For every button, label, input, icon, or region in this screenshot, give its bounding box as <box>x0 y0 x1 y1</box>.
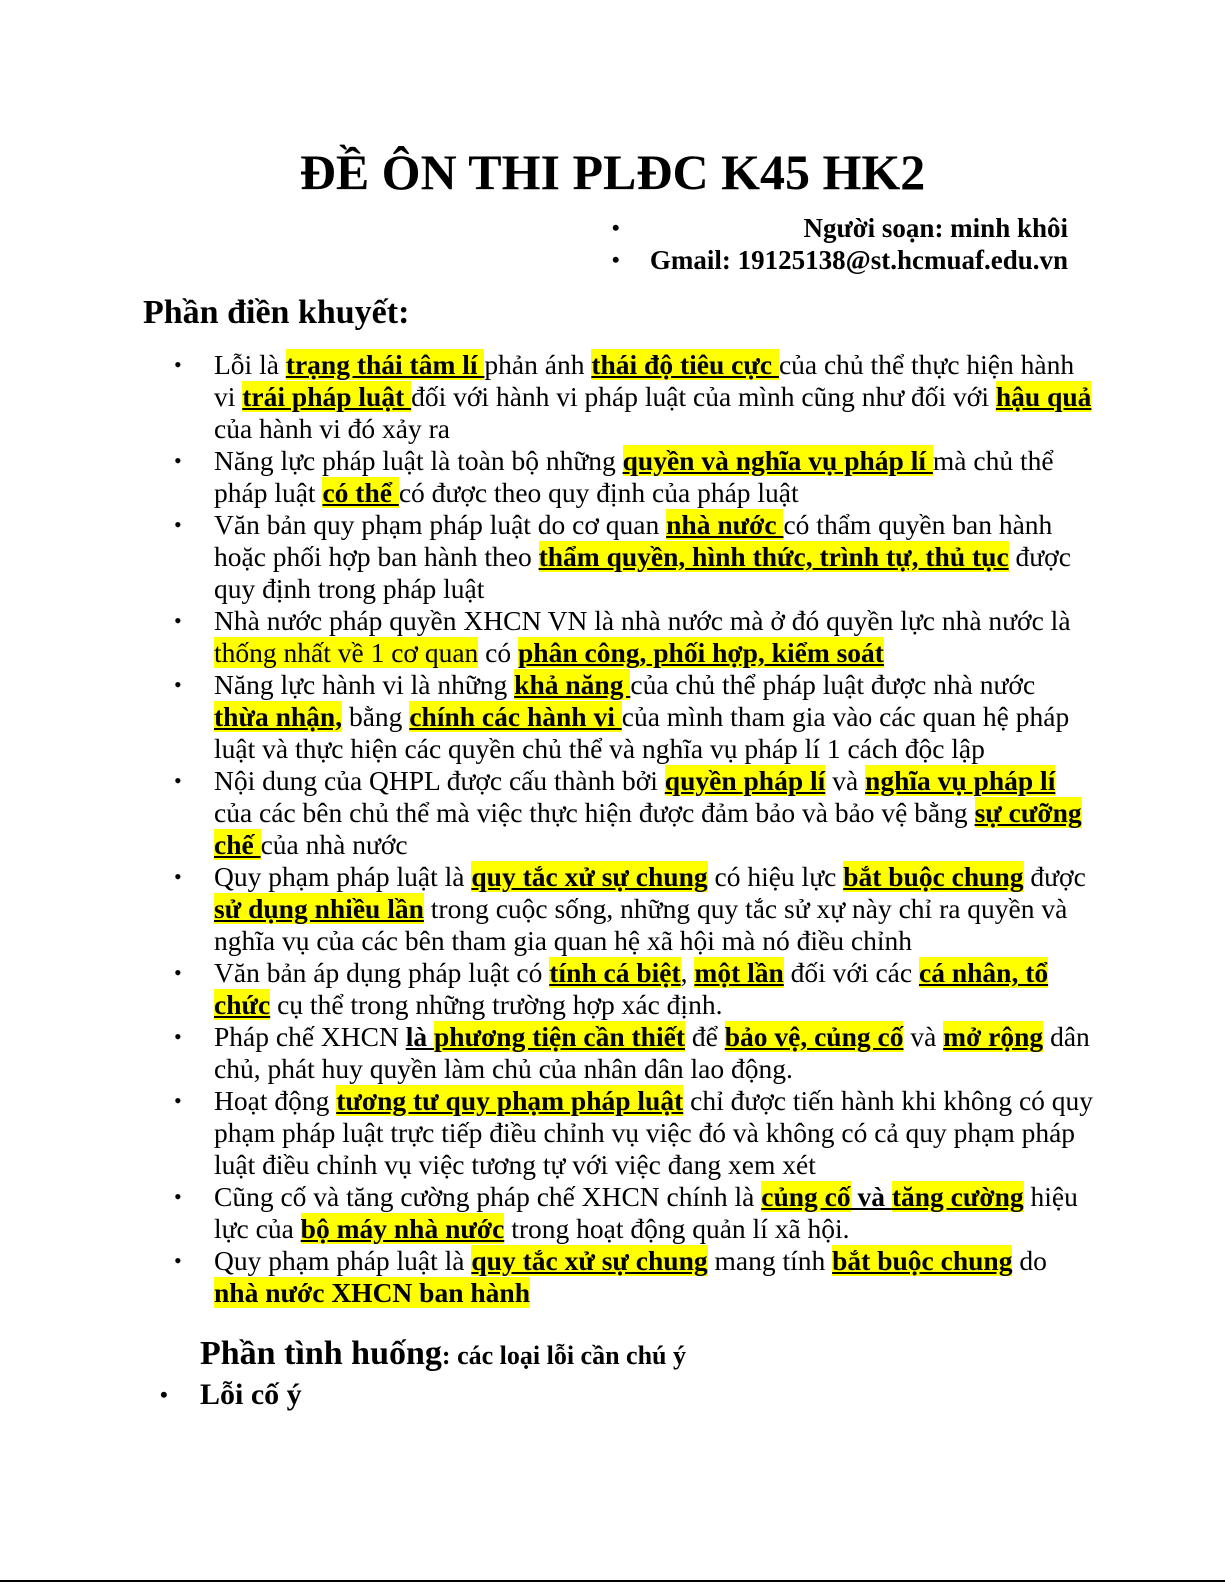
statement-text: của nhà nước <box>260 829 408 860</box>
author-info-list <box>650 212 1068 276</box>
statement-text: được <box>1023 861 1086 892</box>
answer-highlight: có thể <box>322 477 399 508</box>
statement-text: bằng <box>342 701 410 732</box>
answer-highlight: phương tiện cần thiết <box>433 1021 685 1052</box>
fill-in-item <box>214 1245 1094 1309</box>
statement-text: của hành vi đó xảy ra <box>214 413 450 444</box>
answer-highlight: củng cố <box>761 1181 851 1212</box>
statement-text: Năng lực hành vi là những <box>214 669 515 700</box>
answer-highlight: bắt buộc chung <box>832 1245 1013 1276</box>
answer-highlight: nghĩa vụ pháp lí <box>865 765 1056 796</box>
answer-highlight: tương tư quy phạm pháp luật <box>336 1085 684 1116</box>
statement-text: trong hoạt động quản lí xã hội. <box>504 1213 850 1244</box>
statement-text: có hiệu lực <box>707 861 844 892</box>
fill-in-list <box>214 349 1094 1309</box>
document-title: ĐỀ ÔN THI PLĐC K45 HK2 <box>299 144 926 200</box>
statement-text: và <box>825 765 866 796</box>
case-section-heading <box>200 1333 686 1377</box>
case-item: • Lỗi cố ý <box>200 1375 302 1415</box>
answer-highlight: một lần <box>694 957 784 988</box>
answer-highlight: quy tắc xử sự chung <box>471 1245 708 1276</box>
author-email: • Gmail: 19125138@st.hcmuaf.edu.vn <box>650 244 1068 276</box>
answer-highlight: quy tắc xử sự chung <box>471 861 708 892</box>
answer-highlight: trạng thái tâm lí <box>285 349 485 380</box>
answer-highlight: sự cưỡng chế <box>214 797 1082 860</box>
answer-highlight: mở rộng <box>943 1021 1044 1052</box>
fill-in-item <box>214 1085 1094 1181</box>
answer-highlight: thái độ tiêu cực <box>591 349 779 380</box>
statement-text: Cũng cố và tăng cường pháp chế XHCN chính là <box>214 1181 762 1212</box>
statement-text: được quy định trong pháp luật <box>214 541 1071 604</box>
statement-text: đối với các <box>783 957 919 988</box>
fill-in-item <box>214 605 1094 669</box>
answer-highlight: thừa nhận, <box>214 701 343 732</box>
fill-in-item <box>214 669 1094 765</box>
fill-in-item <box>214 445 1094 509</box>
statement-text: Pháp chế XHCN <box>214 1021 406 1052</box>
statement-text: có được theo quy định của pháp luật <box>398 477 799 508</box>
statement-text: mang tính <box>707 1245 833 1276</box>
statement-text: Lỗi là <box>214 349 286 380</box>
statement-text: để <box>684 1021 725 1052</box>
statement-text: là <box>405 1021 434 1052</box>
fill-section-heading: Phần điền khuyết: <box>143 294 410 331</box>
statement-text: Quy phạm pháp luật là <box>214 1245 472 1276</box>
statement-text: , <box>680 957 695 988</box>
answer-highlight: phân công, phối hợp, kiểm soát <box>518 637 884 668</box>
answer-highlight: quyền và nghĩa vụ pháp lí <box>622 445 933 476</box>
answer-highlight: cá nhân, tổ chức <box>214 957 1049 1020</box>
statement-text: có <box>478 637 518 668</box>
statement-text: Văn bản áp dụng pháp luật có <box>214 957 550 988</box>
statement-text: Năng lực pháp luật là toàn bộ những <box>214 445 623 476</box>
answer-highlight: bảo vệ, củng cố <box>724 1021 904 1052</box>
statement-text: đối với hành vi pháp luật của mình cũng như đối với <box>411 381 996 412</box>
fill-in-item <box>214 349 1094 445</box>
answer-highlight: khả năng <box>514 669 631 700</box>
statement-text: Quy phạm pháp luật là <box>214 861 472 892</box>
statement-text: Nội dung của QHPL được cấu thành bởi <box>214 765 665 796</box>
statement-text: cụ thể trong những trường hợp xác định. <box>270 989 723 1020</box>
statement-text: do <box>1012 1245 1047 1276</box>
answer-highlight: bộ máy nhà nước <box>300 1213 505 1244</box>
answer-highlight: sử dụng nhiều lần <box>214 893 424 924</box>
answer-highlight: bắt buộc chung <box>843 861 1024 892</box>
fill-in-item <box>214 861 1094 957</box>
answer-highlight: hậu quả <box>995 381 1092 412</box>
statement-text: Nhà nước pháp quyền XHCN VN là nhà nước mà ở đó quyền lực nhà nước là <box>214 605 1071 636</box>
answer-highlight: nhà nước XHCN ban hành <box>214 1277 531 1308</box>
fill-in-item <box>214 1021 1094 1085</box>
statement-text: và <box>903 1021 944 1052</box>
statement-text: chỉ được tiến hành khi không có quy phạm pháp luật trực tiếp điều chỉnh vụ việc đó và không có cả quy phạm pháp luật điều chỉnh vụ việc tương tự với việc đang xem xét <box>214 1085 1094 1180</box>
fill-in-item <box>214 957 1094 1021</box>
statement-text: dân chủ, phát huy quyền làm chủ của nhân dân lao động. <box>214 1021 1090 1084</box>
case-section-title: Phần tình huống <box>200 1335 442 1372</box>
statement-text: trong cuộc sống, những quy tắc sử xự này chỉ ra quyền và nghĩa vụ của các bên tham gia quan hệ xã hội mà nó điều chỉnh <box>214 893 1068 956</box>
case-list <box>200 1375 302 1415</box>
answer-highlight: nhà nước <box>666 509 784 540</box>
statement-text: hiệu lực của <box>214 1181 1078 1244</box>
statement-text: của các bên chủ thể mà việc thực hiện được đảm bảo và bảo vệ bằng <box>214 797 975 828</box>
page-bottom-rule <box>0 1580 1225 1582</box>
statement-text: và <box>850 1181 892 1212</box>
statement-text: của chủ thể pháp luật được nhà nước <box>630 669 1036 700</box>
answer-highlight: trái pháp luật <box>242 381 412 412</box>
answer-highlight: quyền pháp lí <box>664 765 826 796</box>
statement-text: Văn bản quy phạm pháp luật do cơ quan <box>214 509 667 540</box>
answer-highlight: tăng cường <box>891 1181 1024 1212</box>
author-name: • Người soạn: minh khôi <box>650 212 1068 244</box>
statement-text: của chủ thể thực hiện hành vi <box>214 349 1075 412</box>
statement-text: mà chủ thể pháp luật <box>214 445 1054 508</box>
statement-text: phản ánh <box>484 349 592 380</box>
statement-text: Hoạt động <box>214 1085 337 1116</box>
fill-in-item <box>214 765 1094 861</box>
statement-text: của mình tham gia vào các quan hệ pháp luật và thực hiện các quyền chủ thể và nghĩa vụ pháp lí 1 cách độc lập <box>214 701 1070 764</box>
case-section-subtitle: : các loại lỗi cần chú ý <box>441 1341 686 1370</box>
answer-highlight: chính các hành vi <box>409 701 622 732</box>
statement-text: có thẩm quyền ban hành hoặc phối hợp ban hành theo <box>214 509 1053 572</box>
answer-highlight: tính cá biệt <box>549 957 681 988</box>
fill-in-item <box>214 509 1094 605</box>
answer-highlight: thẩm quyền, hình thức, trình tự, thủ tục <box>538 541 1009 572</box>
fill-in-item <box>214 1181 1094 1245</box>
answer-highlight: thống nhất về 1 cơ quan <box>214 637 479 668</box>
